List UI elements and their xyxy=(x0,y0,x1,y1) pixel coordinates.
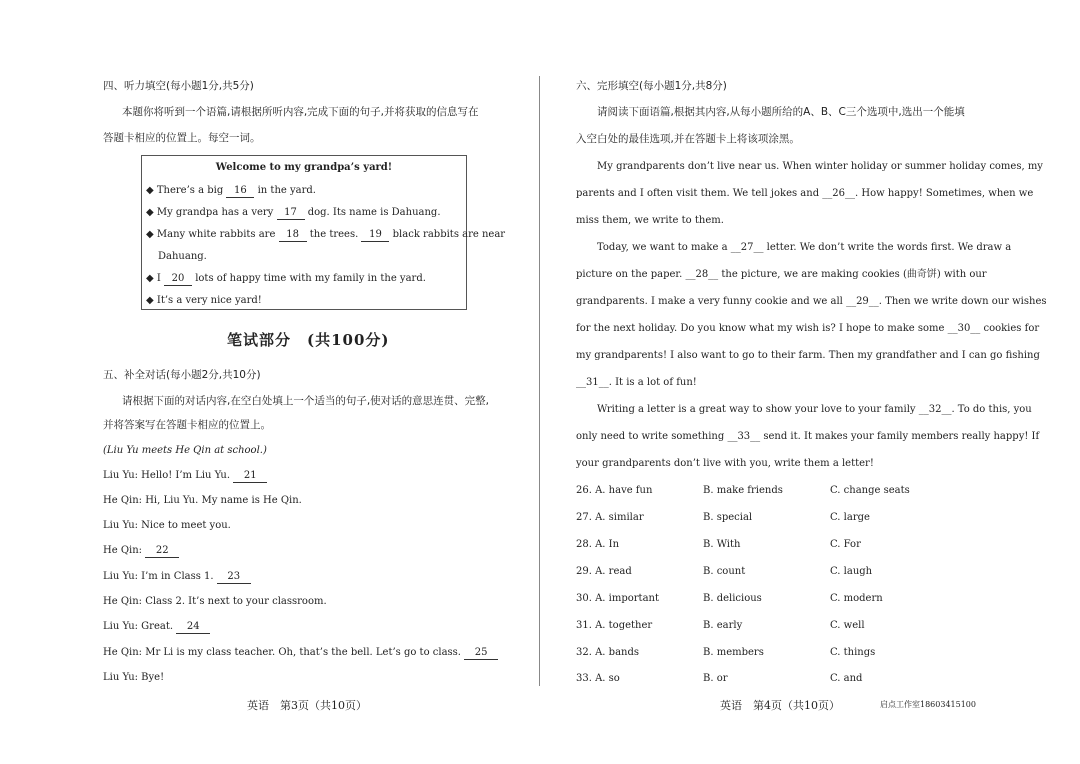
dialogue-line-4: He Qin: 22 xyxy=(103,545,179,558)
dialogue-line-1: Liu Yu: Hello! I’m Liu Yu. 21 xyxy=(103,470,267,483)
section6-instruction-1: 请阅读下面语篇,根据其内容,从每小题所给的A、B、C三个选项中,选出一个能填 xyxy=(597,106,965,118)
section4-instruction-1: 本题你将听到一个语篇,请根据所听内容,完成下面的句子,并将获取的信息写在 xyxy=(122,106,479,118)
section6-instruction-2: 入空白处的最佳选项,并在答题卡上将该项涂黑。 xyxy=(576,133,800,145)
passage-line-4: Today, we want to make a __27__ letter. We don’t write the words first. We draw a xyxy=(597,242,1012,253)
blank-16: 16 xyxy=(226,185,254,198)
option-27-b: B. special xyxy=(703,512,753,523)
option-27-c: C. large xyxy=(830,512,870,523)
option-31-b: B. early xyxy=(703,620,743,631)
option-33-a: 33. A. so xyxy=(576,673,620,684)
box-item-last: ◆ It’s a very nice yard! xyxy=(146,295,262,306)
box-item-18: ◆ Many white rabbits are 18 the trees. 19 black rabbits are near xyxy=(146,229,506,240)
passage-line-12: your grandparents don’t live with you, write them a letter! xyxy=(576,458,874,469)
dialogue-line-2: He Qin: Hi, Liu Yu. My name is He Qin. xyxy=(103,495,302,506)
section6-heading: 六、完形填空(每小题1分,共8分) xyxy=(576,80,727,92)
dialogue-line-8: He Qin: Mr Li is my class teacher. Oh, that’s the bell. Let’s go to class. 25 xyxy=(103,647,498,660)
section4-instruction-2: 答题卡相应的位置上。每空一词。 xyxy=(103,132,261,144)
blank-24: 24 xyxy=(176,621,210,634)
passage-line-11: only need to write something __33__ send it. It makes your family members really happy! If xyxy=(576,431,1040,442)
option-31-a: 31. A. together xyxy=(576,620,653,631)
passage-line-9: __31__. It is a lot of fun! xyxy=(576,377,697,388)
blank-18: 18 xyxy=(279,229,307,242)
box-title: Welcome to my grandpa’s yard! xyxy=(215,162,393,173)
option-26-c: C. change seats xyxy=(830,485,910,496)
left-footer: 英语 第3页（共10页） xyxy=(247,699,367,712)
option-33-c: C. and xyxy=(830,673,863,684)
box-item-20: ◆ I 20 lots of happy time with my family in the yard. xyxy=(146,273,426,284)
dialogue-scene: (Liu Yu meets He Qin at school.) xyxy=(103,445,267,456)
option-29-b: B. count xyxy=(703,566,746,577)
option-31-c: C. well xyxy=(830,620,865,631)
option-26-a: 26. A. have fun xyxy=(576,485,653,496)
blank-23: 23 xyxy=(217,571,251,584)
option-32-b: B. members xyxy=(703,647,764,658)
section5-instruction-2: 并将答案写在答题卡相应的位置上。 xyxy=(103,419,271,431)
dialogue-line-6: He Qin: Class 2. It’s next to your classroom. xyxy=(103,596,327,607)
box-item-cont: Dahuang. xyxy=(158,251,207,262)
passage-line-2: parents and I often visit them. We tell jokes and __26__. How happy! Sometimes, when we xyxy=(576,188,1034,199)
option-27-a: 27. A. similar xyxy=(576,512,644,523)
right-footer: 英语 第4页（共10页） xyxy=(720,699,840,712)
passage-line-8: my grandparents! I also want to go to their farm. Then my grandfather and I can go fishing xyxy=(576,350,1040,361)
box-item-16: ◆ There’s a big 16 in the yard. xyxy=(146,185,316,196)
dialogue-line-5: Liu Yu: I’m in Class 1. 23 xyxy=(103,571,251,584)
blank-21: 21 xyxy=(233,470,267,483)
option-29-a: 29. A. read xyxy=(576,566,632,577)
blank-17: 17 xyxy=(277,207,305,220)
dialogue-line-7: Liu Yu: Great. 24 xyxy=(103,621,210,634)
section5-instruction-1: 请根据下面的对话内容,在空白处填上一个适当的句子,使对话的意思连贯、完整, xyxy=(122,395,490,407)
passage-line-5: picture on the paper. __28__ the picture, we are making cookies (曲奇饼) with our xyxy=(576,269,987,280)
right-page xyxy=(540,0,1080,764)
blank-22: 22 xyxy=(145,545,179,558)
option-32-c: C. things xyxy=(830,647,876,658)
option-32-a: 32. A. bands xyxy=(576,647,639,658)
passage-line-10: Writing a letter is a great way to show your love to your family __32__. To do this, you xyxy=(597,404,1032,415)
section4-heading: 四、听力填空(每小题1分,共5分) xyxy=(103,80,254,92)
option-30-b: B. delicious xyxy=(703,593,762,604)
option-29-c: C. laugh xyxy=(830,566,873,577)
passage-line-1: My grandparents don’t live near us. When winter holiday or summer holiday comes, my xyxy=(597,161,1043,172)
option-28-a: 28. A. In xyxy=(576,539,620,550)
footer-note: 启点工作室18603415100 xyxy=(880,700,976,709)
dialogue-line-9: Liu Yu: Bye! xyxy=(103,672,165,683)
listening-box xyxy=(141,155,506,310)
passage-line-3: miss them, we write to them. xyxy=(576,215,724,226)
passage-line-7: for the next holiday. Do you know what my wish is? I hope to make some __30__ cookies for xyxy=(576,323,1040,334)
option-28-c: C. For xyxy=(830,539,861,550)
passage-line-6: grandparents. I make a very funny cookie and we all __29__. Then we write down our wishes xyxy=(576,296,1047,307)
option-26-b: B. make friends xyxy=(703,485,783,496)
option-30-a: 30. A. important xyxy=(576,593,659,604)
option-30-c: C. modern xyxy=(830,593,883,604)
blank-20: 20 xyxy=(164,273,192,286)
blank-25: 25 xyxy=(464,647,498,660)
dialogue-line-3: Liu Yu: Nice to meet you. xyxy=(103,520,231,531)
option-28-b: B. With xyxy=(703,539,741,550)
section5-heading: 五、补全对话(每小题2分,共10分) xyxy=(103,369,261,381)
box-item-17: ◆ My grandpa has a very 17 dog. Its name is Dahuang. xyxy=(146,207,441,218)
written-part-title: 笔试部分 (共100分) xyxy=(227,331,390,349)
option-33-b: B. or xyxy=(703,673,728,684)
blank-19: 19 xyxy=(361,229,389,242)
